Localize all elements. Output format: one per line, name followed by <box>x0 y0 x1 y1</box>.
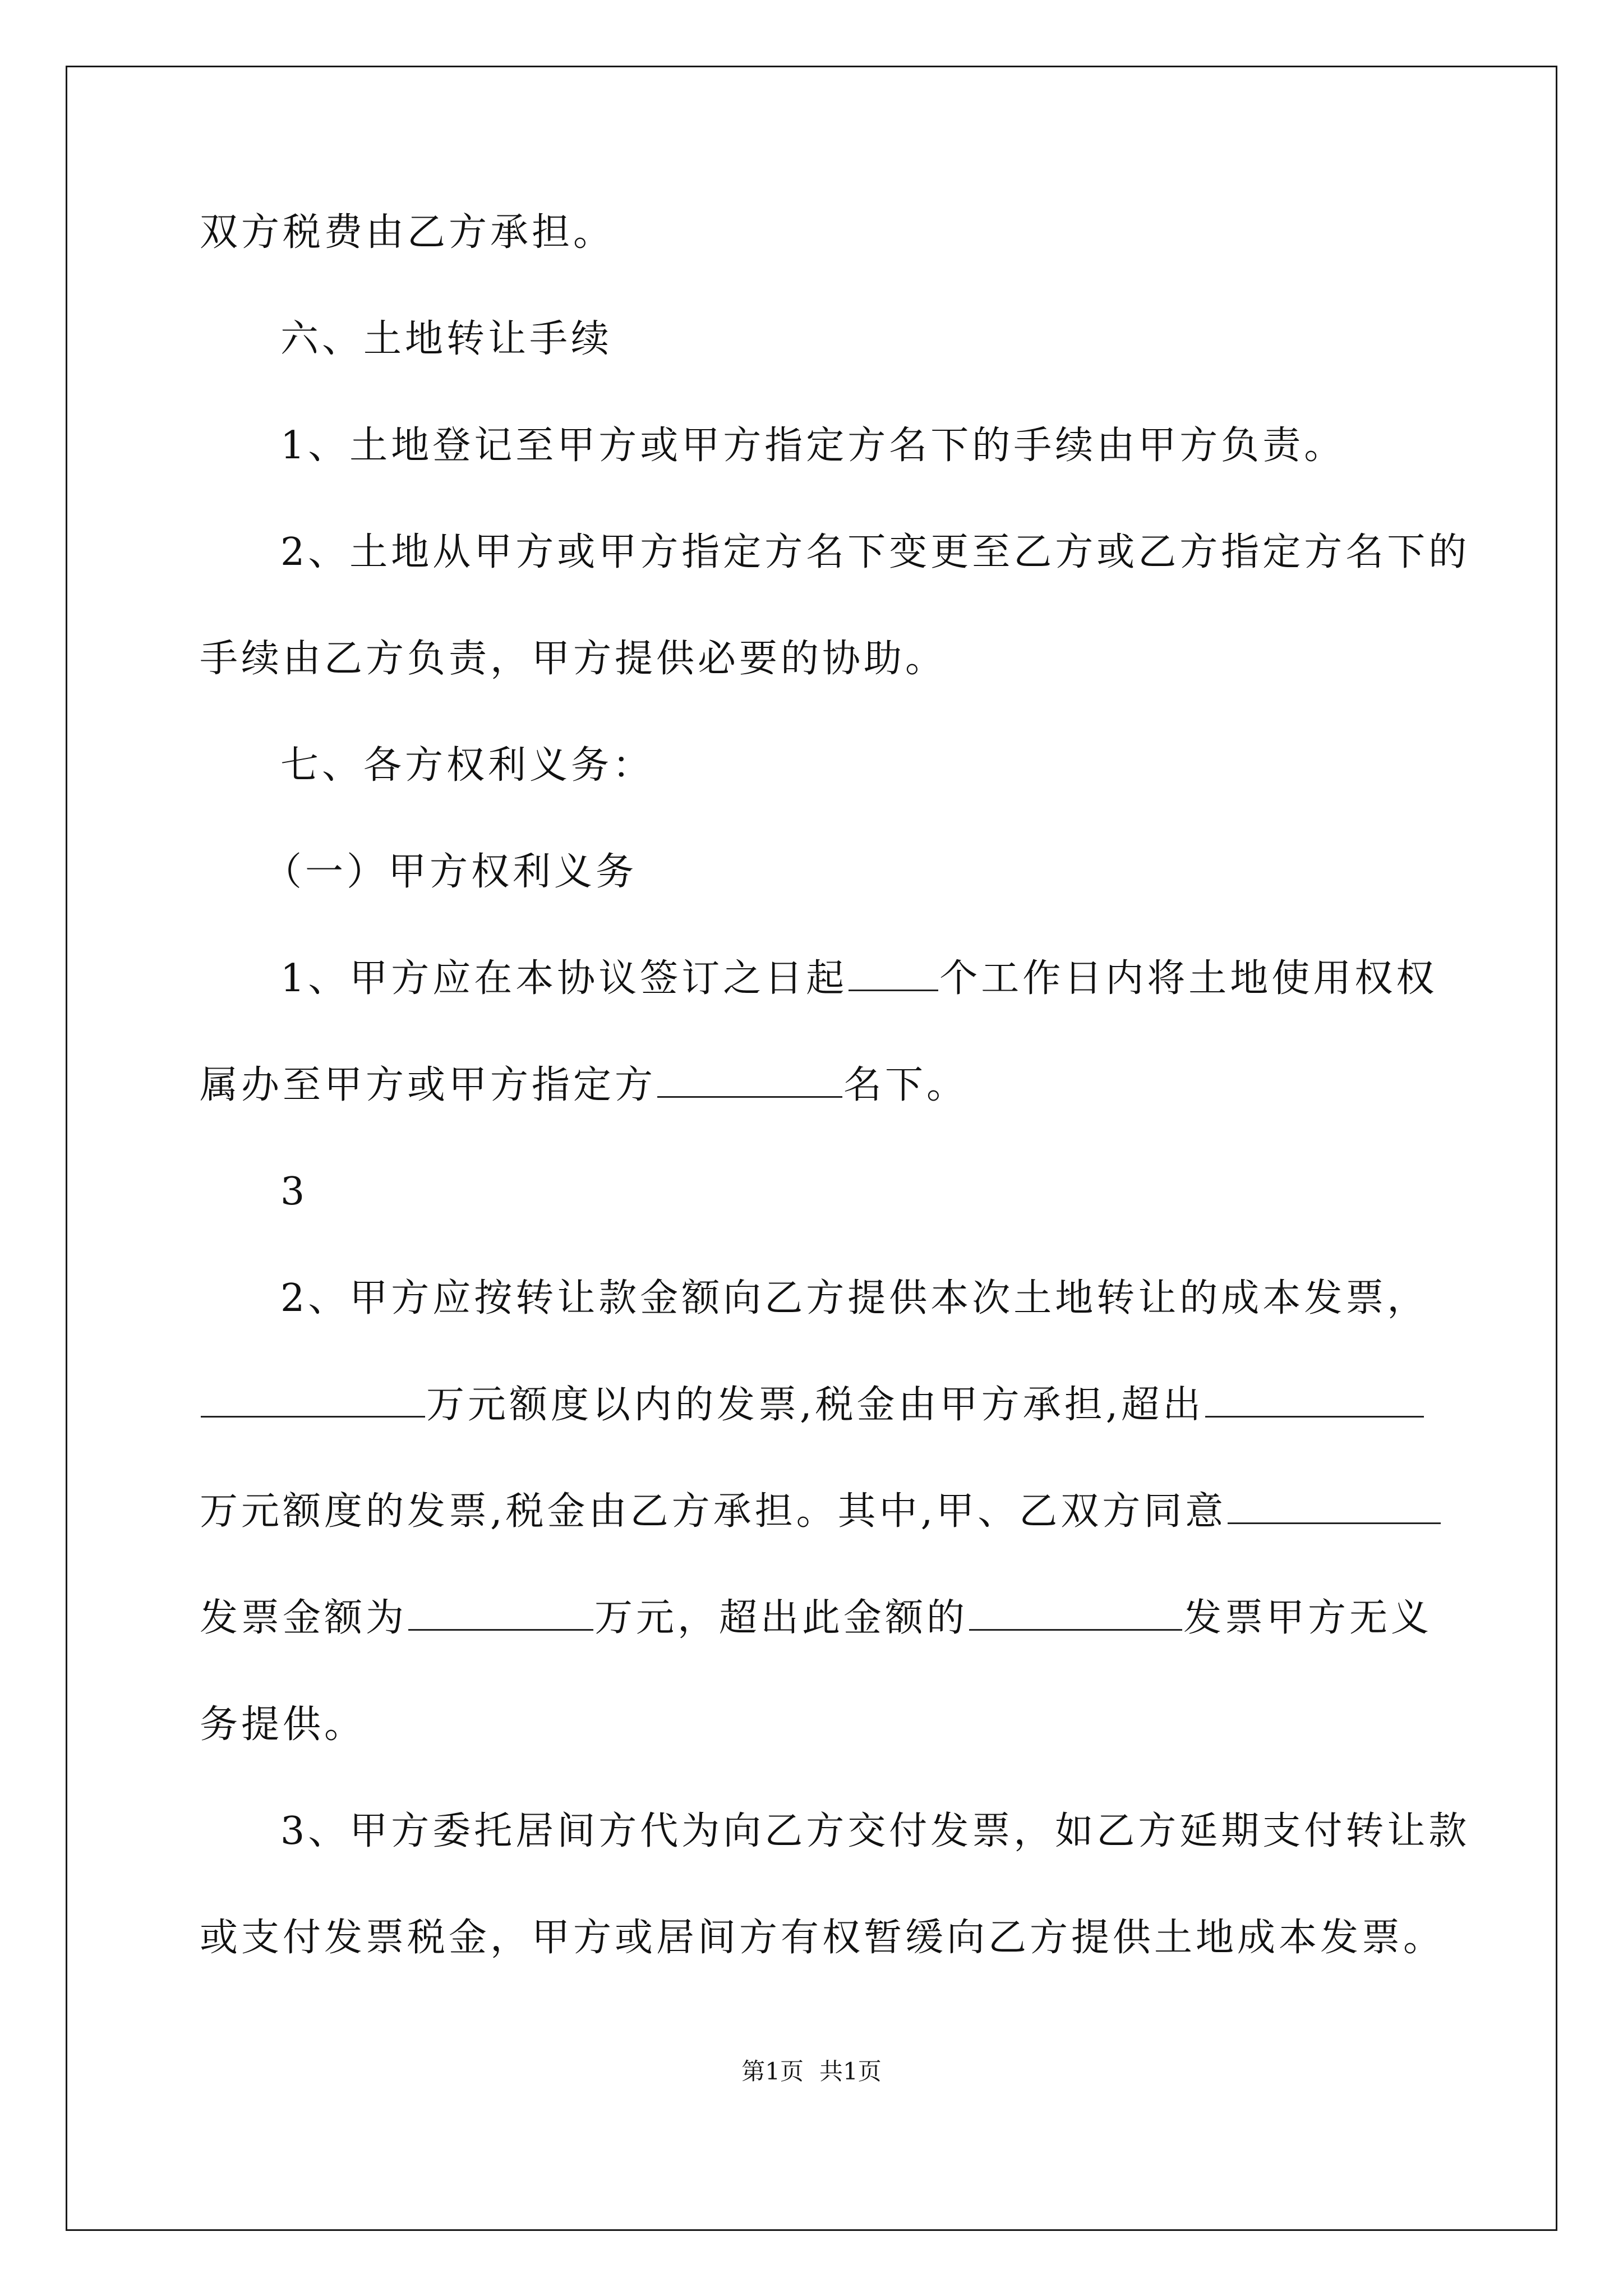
subsection-heading: （一）甲方权利义务 <box>264 850 638 894</box>
text-fragment: 1、甲方应在本协议签订之日起 <box>280 956 848 1001</box>
text-line: 3、甲方委托居间方代为向乙方交付发票，如乙方延期支付转让款 <box>280 1809 1470 1853</box>
page-border <box>66 66 1557 2231</box>
blank-field[interactable] <box>1228 1489 1441 1524</box>
blank-field[interactable] <box>969 1595 1182 1631</box>
text-fragment: 万元额度以内的发票,税金由甲方承担,超出 <box>426 1383 1205 1427</box>
page-number-marker: 3 <box>280 1170 308 1214</box>
page-footer <box>0 2056 1623 2087</box>
text-fragment: 发票甲方无义 <box>1183 1596 1433 1640</box>
text-line: 双方税费由乙方承担。 <box>200 210 615 255</box>
text-fragment: 万元额度的发票,税金由乙方承担。其中,甲、乙双方同意 <box>200 1489 1227 1534</box>
text-fragment: 发票金额为 <box>200 1596 408 1640</box>
blank-field[interactable] <box>657 1062 842 1098</box>
text-fragment: 名下。 <box>843 1063 969 1107</box>
text-fragment: 万元，超出此金额的 <box>594 1596 969 1640</box>
text-line: 2、土地从甲方或甲方指定方名下变更至乙方或乙方指定方名下的 <box>280 530 1470 574</box>
text-fragment: 属办至甲方或甲方指定方 <box>200 1063 657 1107</box>
clause-2-line-4 <box>200 1593 1432 1644</box>
blank-field[interactable] <box>408 1595 593 1631</box>
blank-field[interactable] <box>201 1382 425 1418</box>
section-heading-6: 六、土地转让手续 <box>280 317 613 361</box>
clause-2-line-2 <box>200 1380 1425 1430</box>
clause-2-line-1: 2、甲方应按转让款金额向乙方提供本次土地转让的成本发票， <box>280 1276 1429 1320</box>
clause-1-line-1 <box>280 954 1437 1004</box>
blank-field[interactable] <box>849 956 938 991</box>
clause-1-line-2 <box>200 1060 968 1111</box>
blank-field[interactable] <box>1205 1382 1424 1418</box>
clause-2-line-3 <box>200 1487 1442 1537</box>
page-number: 第1页 <box>741 2058 804 2085</box>
text-line: 或支付发票税金，甲方或居间方有权暂缓向乙方提供土地成本发票。 <box>200 1916 1445 1960</box>
section-heading-7: 七、各方权利义务： <box>280 743 654 788</box>
text-line: 务提供。 <box>200 1703 366 1747</box>
total-pages: 共1页 <box>819 2058 882 2085</box>
text-line: 手续由乙方负责，甲方提供必要的协助。 <box>200 637 947 681</box>
text-fragment: 个工作日内将土地使用权权 <box>939 956 1438 1001</box>
text-line: 1、土地登记至甲方或甲方指定方名下的手续由甲方负责。 <box>280 424 1346 468</box>
